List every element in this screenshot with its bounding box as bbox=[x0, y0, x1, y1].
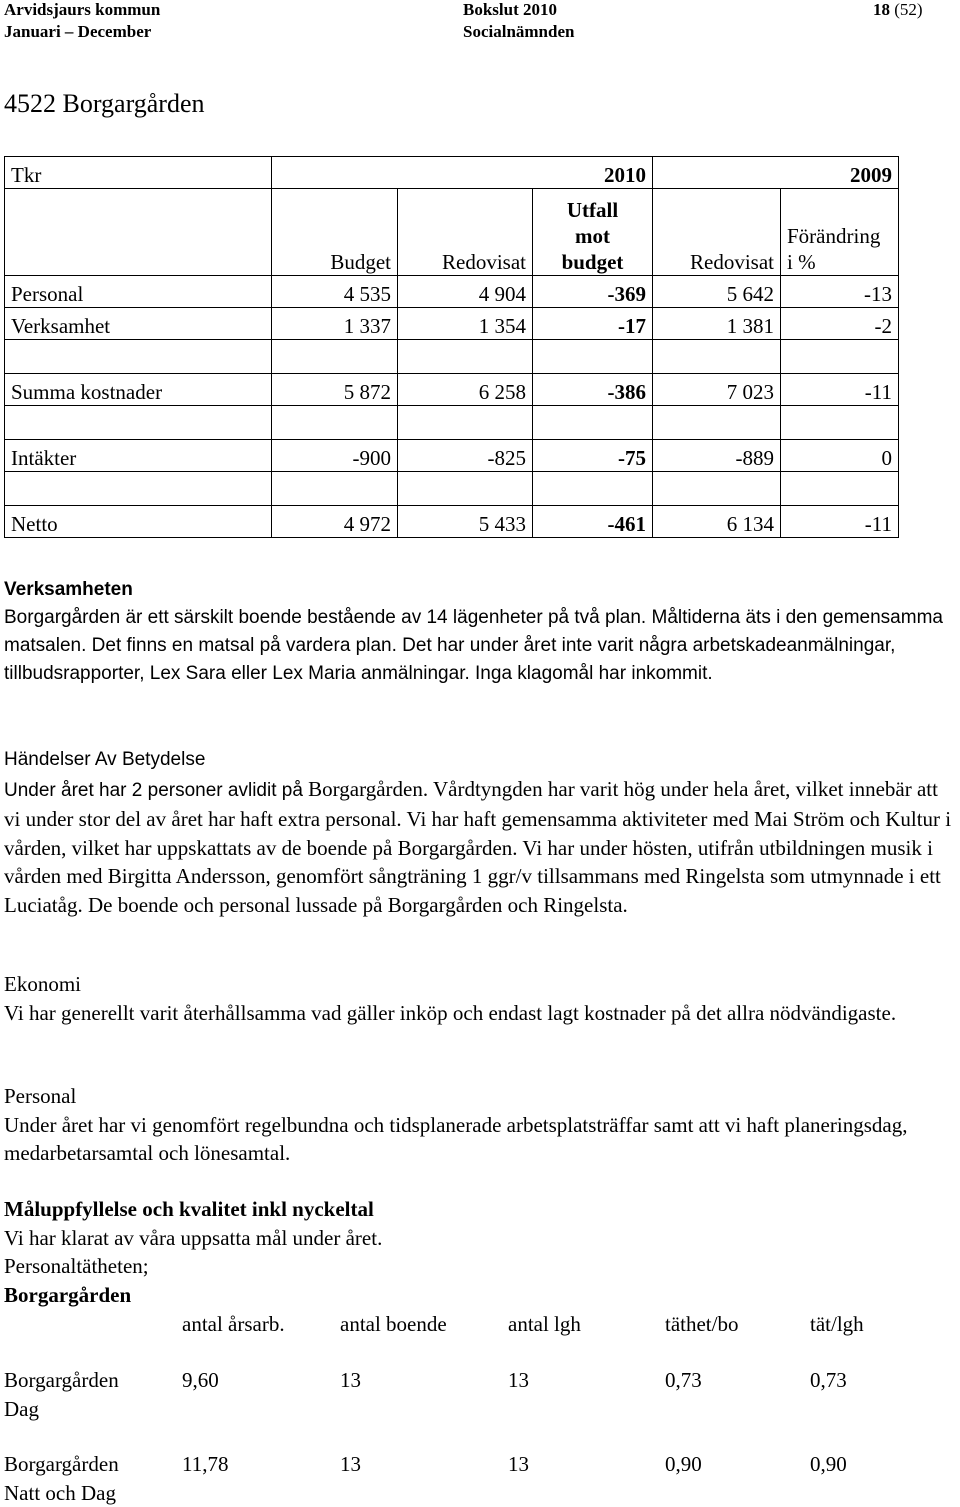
table-row: Borgargården Dag 9,60 13 13 0,73 0,73 bbox=[4, 1368, 847, 1421]
maluppfyllelse-line2: Personaltätheten; bbox=[4, 1254, 149, 1278]
table-row: Verksamhet 1 337 1 354 -17 1 381 -2 bbox=[5, 308, 899, 340]
col-redovisat-2009: Redovisat bbox=[653, 189, 781, 276]
maluppfyllelse-section bbox=[4, 1195, 954, 1309]
table-row: Personal 4 535 4 904 -369 5 642 -13 bbox=[5, 276, 899, 308]
ekonomi-text: Vi har generellt varit återhållsamma vad gäller inköp och endast lagt kostnader på det allra nödvändigaste. bbox=[4, 1000, 897, 1025]
finance-header-row bbox=[5, 189, 899, 276]
header-dept: Socialnämnden bbox=[463, 22, 575, 41]
borgargarden-subheading: Borgargården bbox=[4, 1282, 132, 1307]
finance-table bbox=[4, 156, 899, 538]
finance-year-row bbox=[5, 157, 899, 189]
verksamheten-heading: Verksamheten bbox=[4, 579, 133, 600]
ekonomi-heading: Ekonomi bbox=[4, 972, 81, 996]
maluppfyllelse-heading: Måluppfyllelse och kvalitet inkl nyckeltal bbox=[4, 1197, 374, 1221]
verksamheten-text: Borgargården är ett särskilt boende bestående av 14 lägenheter på två plan. Måltiderna äts i den gemensamma matsalen. Det finns en matsal på vardera plan. Det har under året inte varit några arbetskadeanmälningar, tillbudsrapporter, Lex Sara eller Lex Maria anmälningar. Inga klagomål har inkommit. bbox=[4, 607, 943, 684]
table-spacer-row bbox=[5, 472, 899, 506]
table-spacer-row bbox=[5, 340, 899, 374]
handelser-section bbox=[4, 746, 954, 919]
maluppfyllelse-line1: Vi har klarat av våra uppsatta mål under året. bbox=[4, 1225, 383, 1250]
year-2009: 2009 bbox=[781, 157, 899, 189]
header-period: Januari – December bbox=[4, 22, 152, 41]
verksamheten-section bbox=[4, 576, 954, 688]
table-spacer-row bbox=[5, 406, 899, 440]
personal-section bbox=[4, 1082, 954, 1168]
col-forandring: Förändring i % bbox=[781, 189, 899, 276]
personal-text: Under året har vi genomfört regelbundna och tidsplanerade arbetsplatsträffar samt att vi haft planeringsdag, medarbetarsamtal och lönesamtal. bbox=[4, 1112, 908, 1165]
table-row: Netto 4 972 5 433 -461 6 134 -11 bbox=[5, 506, 899, 538]
page-title: 4522 Borgargården bbox=[4, 89, 205, 118]
header-org: Arvidsjaurs kommun bbox=[4, 0, 161, 19]
handelser-text: Under året har 2 personer avlidit på Borgargården. Vårdtyngden har varit hög under hela året, vilket innebär att vi under stor del av året har haft extra personal. Vi har haft gemensamma aktiviteter med Mai Ström och Kultur i vården, vilket har uppskattats av de boende på Borgargården. Vi har under hösten, utifrån utbildningen musik i vården med Birgitta Andersson, genomfört sångträning 1 ggr/v tillsammans med Ringelsta som utmynnade i ett Luciatåg. De boende och personal lussade på Borgargården och Ringelsta. bbox=[4, 776, 952, 917]
page-num: 18 bbox=[873, 0, 890, 19]
table-row: Intäkter -900 -825 -75 -889 0 bbox=[5, 440, 899, 472]
page-total: (52) bbox=[894, 0, 923, 19]
ekonomi-section bbox=[4, 970, 954, 1027]
year-2010: 2010 bbox=[533, 157, 653, 189]
header-page-number bbox=[873, 0, 923, 20]
table-row: Borgargården Natt och Dag 11,78 13 13 0,90 0,90 bbox=[4, 1452, 847, 1505]
handelser-heading: Händelser Av Betydelse bbox=[4, 749, 206, 770]
table-row: Summa kostnader 5 872 6 258 -386 7 023 -11 bbox=[5, 374, 899, 406]
staff-header-row: antal årsarb. antal boende antal lgh täthet/bo tät/lgh bbox=[182, 1312, 864, 1336]
col-utfall: Utfall mot budget bbox=[533, 189, 653, 276]
header-report: Bokslut 2010 bbox=[463, 0, 557, 19]
staff-table bbox=[4, 1310, 910, 1507]
col-redovisat: Redovisat bbox=[398, 189, 533, 276]
col-budget: Budget bbox=[272, 189, 398, 276]
tkr-label: Tkr bbox=[5, 157, 272, 189]
personal-heading: Personal bbox=[4, 1084, 77, 1108]
